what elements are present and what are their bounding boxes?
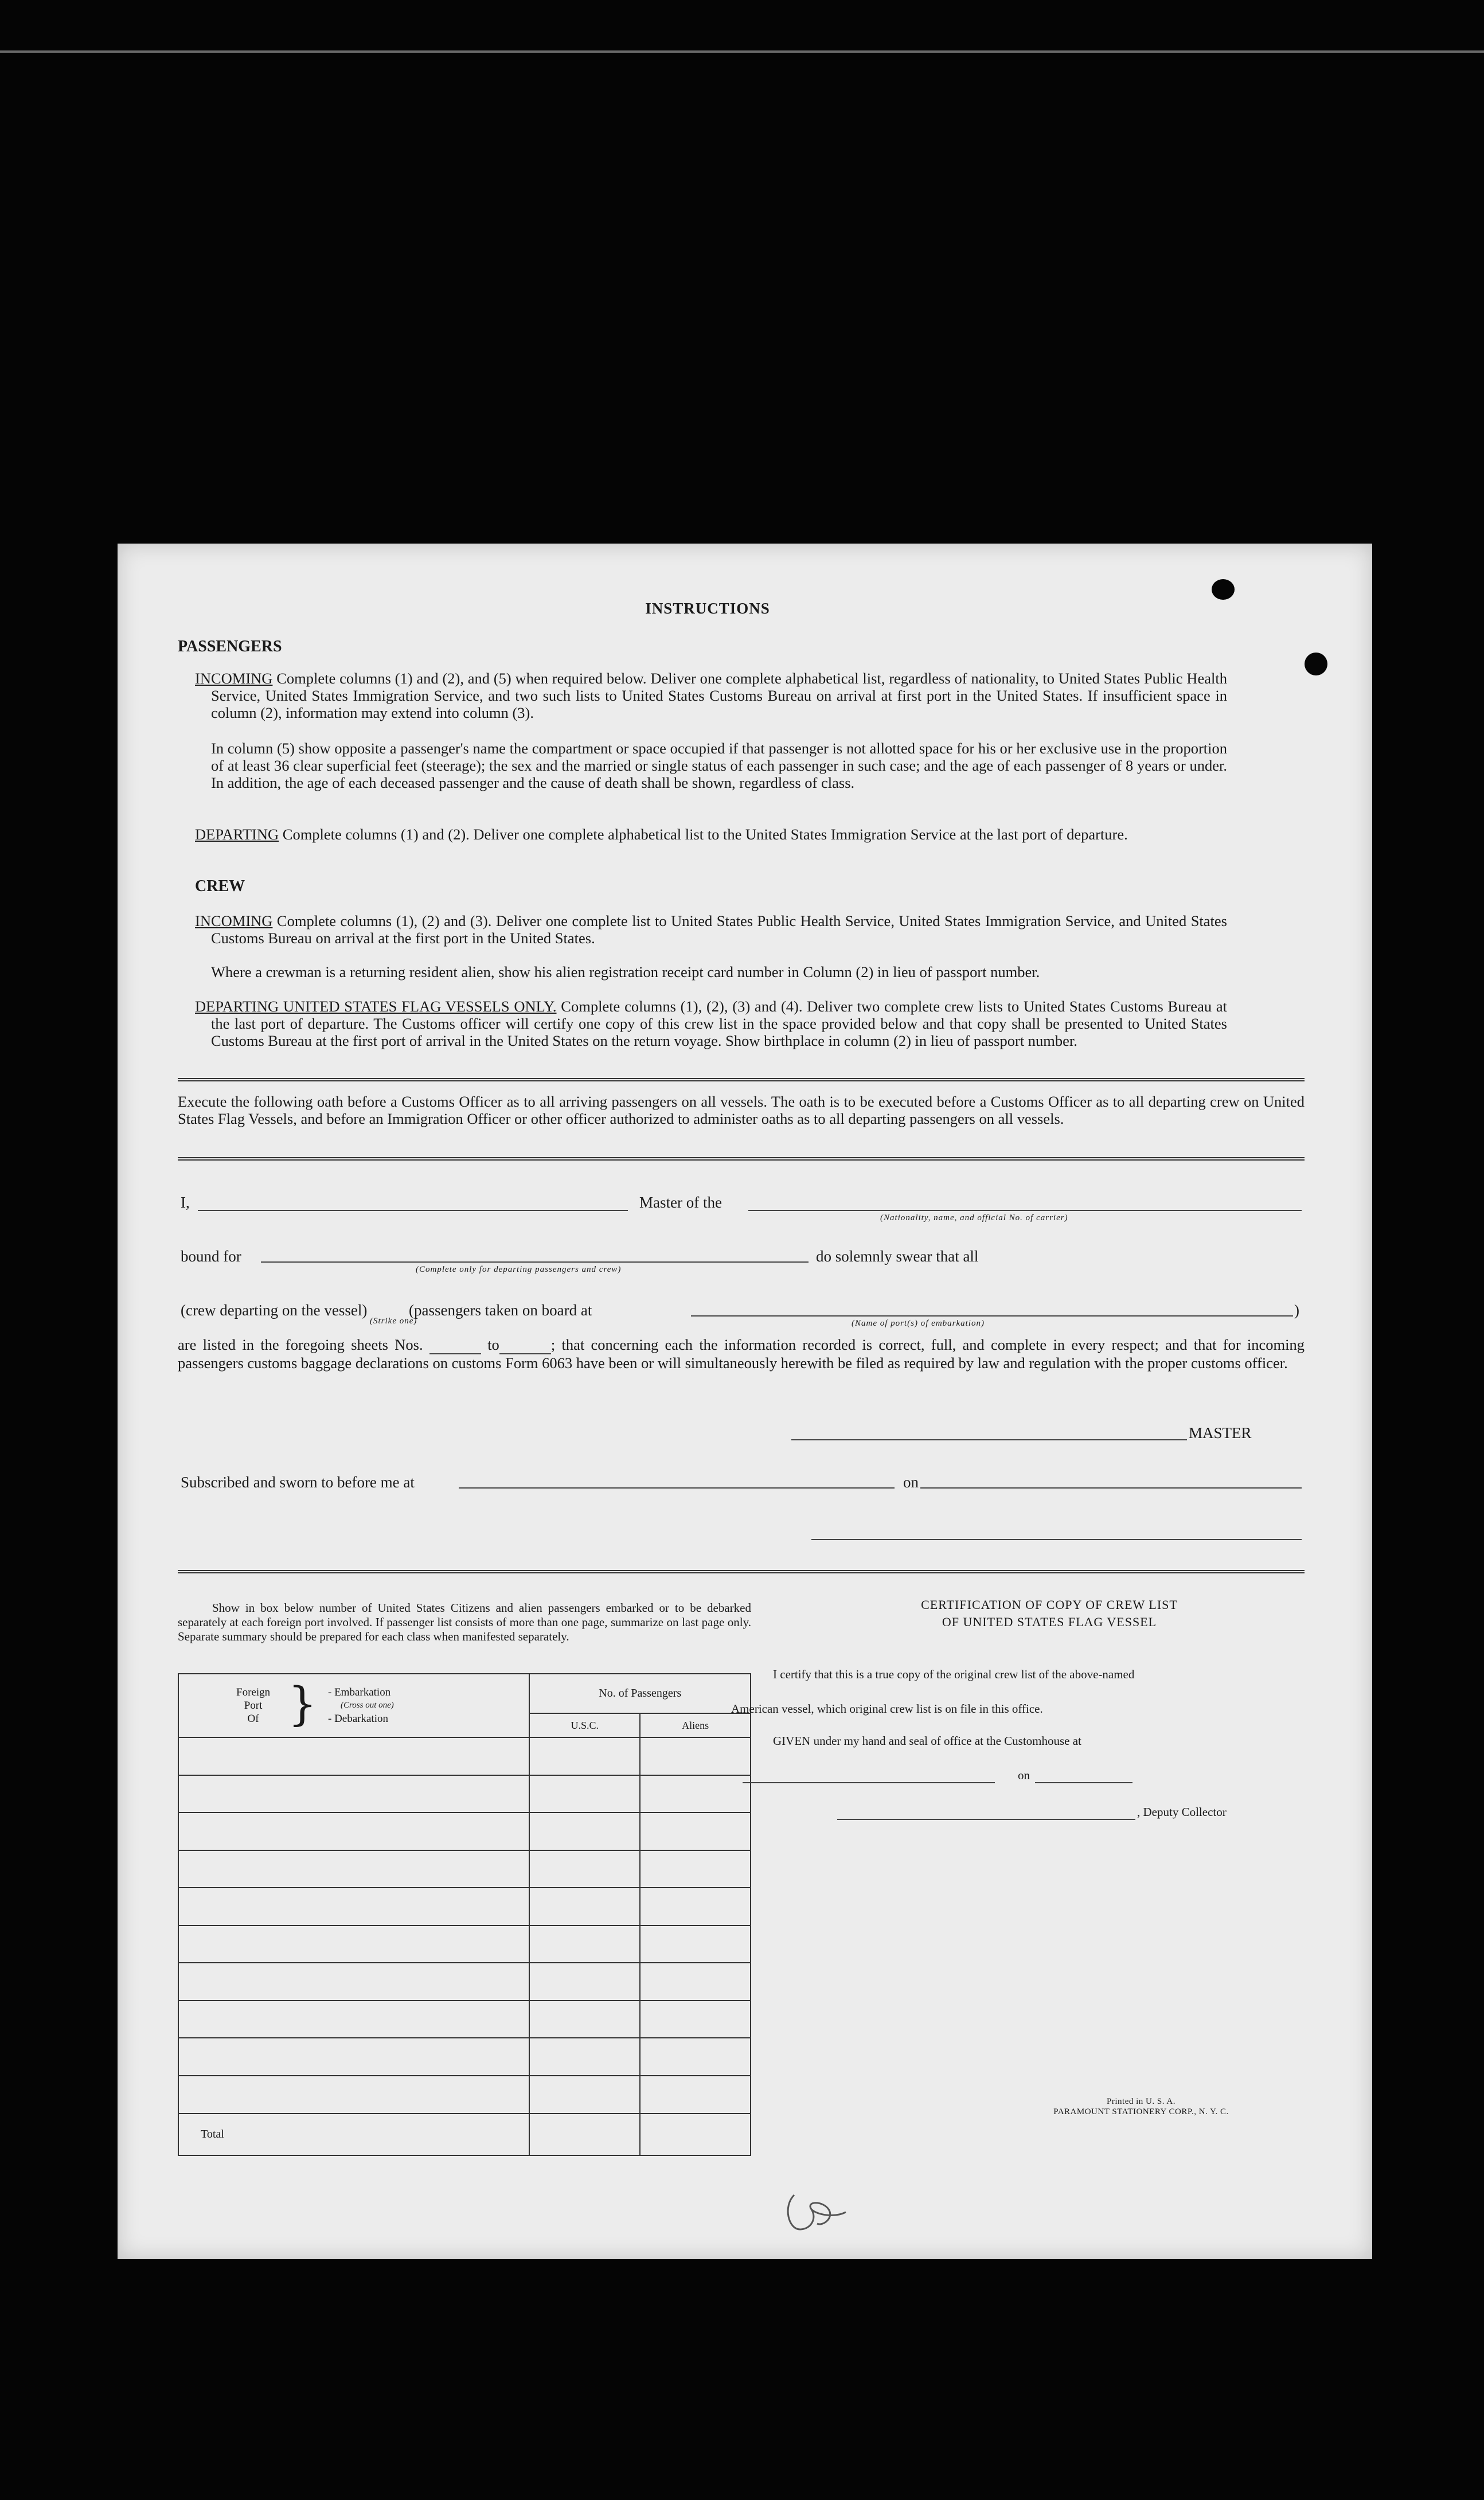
sheet-to-field[interactable] (499, 1336, 551, 1354)
master-signature-field[interactable] (791, 1439, 1187, 1440)
foregoing-to: to (487, 1336, 499, 1353)
punch-hole (1305, 653, 1327, 675)
certify-line2: American vessel, which original crew list is on file in this office. (731, 1702, 1043, 1716)
debarkation-option[interactable]: - Debarkation (328, 1712, 388, 1725)
subscribed-label: Subscribed and sworn to before me at (181, 1474, 415, 1491)
port-cell[interactable] (178, 1963, 529, 2001)
certify-line1: I certify that this is a true copy of the original crew list of the above-named (773, 1667, 1135, 1681)
port-cell[interactable] (178, 2076, 529, 2114)
departing-passengers-paragraph (195, 826, 1227, 843)
passengers-taken-option[interactable]: (passengers taken on board at (409, 1302, 592, 1319)
incoming-text: Complete columns (1) and (2), and (5) when required below. Deliver one complete alphabetical list, regardless of nationality, to United States Public Health Service, United States Immigration Service, and two such lists to United States Customs Bureau on arrival at first port in the United States. If insufficient space in column (2), information may extend into column (3). (211, 670, 1227, 721)
aliens-cell[interactable] (640, 1812, 751, 1850)
aliens-total-cell[interactable] (640, 2114, 751, 2155)
aliens-cell[interactable] (640, 1963, 751, 2001)
aliens-cell[interactable] (640, 1850, 751, 1888)
cert-date-field[interactable] (1035, 1782, 1132, 1783)
usc-cell[interactable] (529, 1888, 640, 1925)
foregoing-text-b: ; that concerning each the information recorded is correct, full, and complete in every respect; and that for incoming passengers customs baggage declarations on customs Form 6063 have been or will simultaneously herewith be filed as required by law and regulation with the proper customs officer. (178, 1336, 1305, 1372)
departing-flag-paragraph (195, 998, 1227, 1049)
solemnly-swear-text: do solemnly swear that all (816, 1248, 979, 1265)
crew-heading: CREW (195, 877, 245, 895)
aliens-cell[interactable] (640, 2038, 751, 2076)
usc-cell[interactable] (529, 2001, 640, 2038)
aliens-cell[interactable] (640, 1737, 751, 1775)
punch-hole (1212, 579, 1235, 600)
port-cell[interactable] (178, 1775, 529, 1813)
usc-total-cell[interactable] (529, 2114, 640, 2155)
departing-flag-text: Complete columns (1), (2), (3) and (4). Deliver two complete crew lists to United States Customs Bureau at the last port of departure. The Customs officer will certify one copy of this crew list in the space provided below and that copy shall be presented to United States Customs Bureau at the first port of arrival in the United States on the return voyage. Show birthplace in column (2) in lieu of passport number. (211, 998, 1227, 1049)
certification-title-line2: OF UNITED STATES FLAG VESSEL (942, 1615, 1157, 1629)
crew-incoming-paragraph (195, 912, 1227, 947)
printed-in-usa: Printed in U. S. A. (1107, 2097, 1176, 2106)
form-page (118, 544, 1372, 2259)
port-cell[interactable] (178, 1850, 529, 1888)
no-of-passengers-header: No. of Passengers (529, 1674, 751, 1713)
master-label: MASTER (1189, 1424, 1252, 1442)
printer-name: PARAMOUNT STATIONERY CORP., N. Y. C. (1053, 2107, 1229, 2116)
incoming-label: INCOMING (195, 670, 273, 687)
usc-header: U.S.C. (529, 1713, 640, 1737)
subscribed-date-field[interactable] (920, 1487, 1302, 1489)
subscribed-place-field[interactable] (459, 1487, 895, 1489)
certification-title-line1: CERTIFICATION OF COPY OF CREW LIST (921, 1597, 1178, 1612)
pencil-mark (777, 2183, 857, 2241)
port-cell[interactable] (178, 1888, 529, 1925)
foregoing-text-a: are listed in the foregoing sheets Nos. (178, 1336, 423, 1353)
oath-execution-paragraph: Execute the following oath before a Customs Officer as to all arriving passengers on all vessels. The oath is to be executed before a Customs Officer as to all departing crew on United States Flag Vessels, and before an Immigration Officer or other officer authorized to administer oaths as to all departing passengers on all vessels. (178, 1093, 1305, 1127)
deputy-collector-signature[interactable] (837, 1819, 1135, 1820)
total-label: Total (201, 2127, 224, 2140)
port-cell[interactable] (178, 1925, 529, 1963)
aliens-cell[interactable] (640, 1925, 751, 1963)
usc-cell[interactable] (529, 1812, 640, 1850)
i-label: I, (181, 1194, 190, 1211)
complete-only-caption: (Complete only for departing passengers and crew) (416, 1265, 622, 1274)
customhouse-field[interactable] (743, 1782, 995, 1783)
usc-cell[interactable] (529, 1963, 640, 2001)
usc-cell[interactable] (529, 1850, 640, 1888)
of-label: Of (247, 1712, 259, 1725)
cross-out-caption: (Cross out one) (341, 1700, 394, 1710)
usc-cell[interactable] (529, 1737, 640, 1775)
bound-for-field[interactable] (261, 1261, 809, 1263)
master-of-the-label: Master of the (639, 1194, 722, 1211)
officer-signature-field[interactable] (811, 1539, 1302, 1540)
given-text: GIVEN under my hand and seal of office at the Customhouse at (773, 1734, 1081, 1748)
embarkation-option[interactable]: - Embarkation (328, 1686, 391, 1698)
strike-one-caption: (Strike one) (370, 1317, 417, 1326)
aliens-cell[interactable] (640, 1888, 751, 1925)
usc-cell[interactable] (529, 1775, 640, 1813)
port-cell[interactable] (178, 1812, 529, 1850)
bound-for-label: bound for (181, 1248, 241, 1265)
column5-paragraph: In column (5) show opposite a passenger's name the compartment or space occupied if that passenger is not allotted space for his or her exclusive use in the proportion of at least 36 clear superficial feet (steerage); the sex and the married or single status of each passenger in such case; and the age of each passenger of 8 years or under. In addition, the age of each deceased passenger and the cause of death shall be shown, regardless of class. (211, 740, 1227, 791)
sheet-from-field[interactable] (429, 1336, 481, 1354)
instructions-title: INSTRUCTIONS (645, 600, 770, 617)
printer-imprint (978, 2096, 1305, 2117)
usc-cell[interactable] (529, 2038, 640, 2076)
foreign-label: Foreign (236, 1686, 271, 1698)
passengers-heading: PASSENGERS (178, 638, 282, 655)
usc-cell[interactable] (529, 1925, 640, 1963)
departing-label: DEPARTING (195, 826, 279, 843)
name-of-ports-caption: (Name of port(s) of embarkation) (852, 1319, 985, 1328)
film-edge-line (0, 50, 1484, 53)
vessel-field[interactable] (748, 1210, 1302, 1211)
ports-field[interactable] (691, 1315, 1293, 1317)
foreign-port-header (178, 1674, 529, 1737)
crew-departing-option[interactable]: (crew departing on the vessel) (181, 1302, 368, 1319)
port-cell[interactable] (178, 2001, 529, 2038)
aliens-cell[interactable] (640, 2076, 751, 2114)
passenger-summary-table (178, 1673, 751, 2156)
port-label: Port (244, 1699, 263, 1712)
nationality-caption: (Nationality, name, and official No. of carrier) (880, 1213, 1068, 1222)
close-paren: ) (1294, 1302, 1299, 1319)
divider (178, 1157, 1305, 1161)
divider (178, 1078, 1305, 1081)
port-cell[interactable] (178, 2038, 529, 2076)
total-cell (178, 2114, 529, 2155)
deputy-collector-label: , Deputy Collector (1137, 1805, 1227, 1819)
on-label: on (903, 1474, 919, 1491)
usc-cell[interactable] (529, 2076, 640, 2114)
departing-text: Complete columns (1) and (2). Deliver one complete alphabetical list to the United States Immigration Service at the last port of departure. (279, 826, 1128, 843)
incoming-passengers-paragraph (195, 670, 1227, 721)
brace-icon: } (288, 1677, 317, 1731)
master-name-field[interactable] (198, 1210, 628, 1211)
crewman-paragraph: Where a crewman is a returning resident alien, show his alien registration receipt card number in Column (2) in lieu of passport number. (211, 963, 1040, 981)
certification-title (806, 1596, 1293, 1631)
port-cell[interactable] (178, 1737, 529, 1775)
summary-instructions: Show in box below number of United States Citizens and alien passengers embarked or to be debarked separately at each foreign port involved. If passenger list consists of more than one page, summarize on last page only. Separate summary should be prepared for each class when manifested separately. (178, 1601, 751, 1643)
aliens-header: Aliens (640, 1713, 751, 1737)
aliens-cell[interactable] (640, 2001, 751, 2038)
foregoing-paragraph (178, 1336, 1305, 1372)
aliens-cell[interactable] (640, 1775, 751, 1813)
departing-flag-label: DEPARTING UNITED STATES FLAG VESSELS ONLY. (195, 998, 557, 1015)
cert-on-label: on (1018, 1768, 1030, 1782)
crew-incoming-label: INCOMING (195, 912, 273, 929)
divider (178, 1570, 1305, 1573)
crew-incoming-text: Complete columns (1), (2) and (3). Deliver one complete list to United States Public Health Service, United States Immigration Service, and United States Customs Bureau on arrival at the first port in the United States. (211, 912, 1227, 947)
